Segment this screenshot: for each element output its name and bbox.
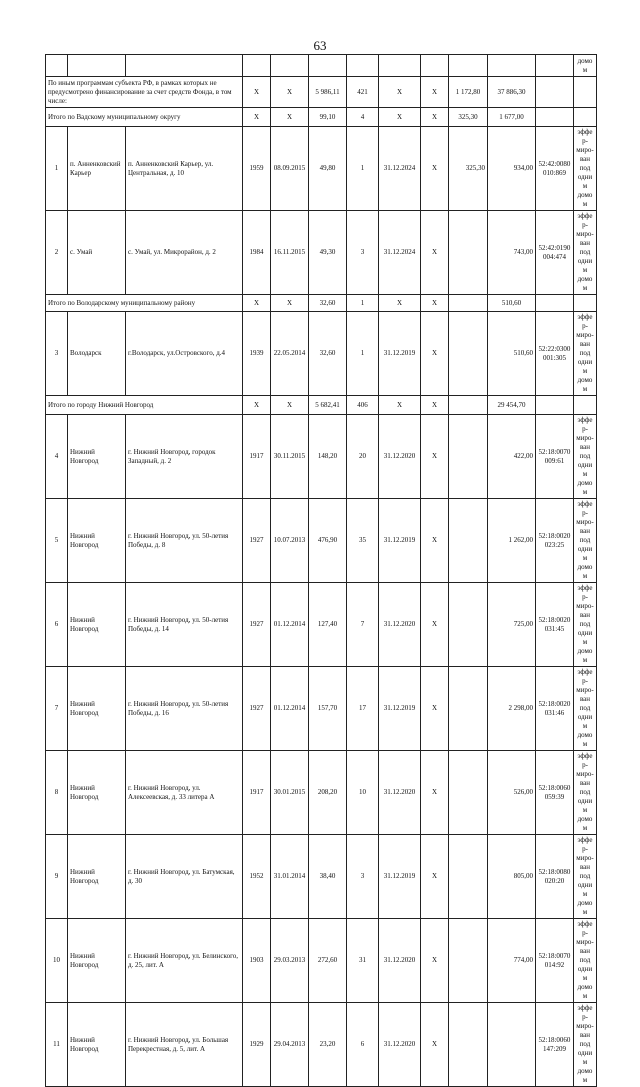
residents-cell: 10 bbox=[347, 751, 379, 835]
date-cell: 29.04.2013 bbox=[271, 1003, 309, 1087]
continuation-cell bbox=[347, 55, 379, 77]
address-cell: п. Анненковский Карьер, ул. Центральная, д. 10 bbox=[126, 127, 243, 211]
date-cell: 30.01.2015 bbox=[271, 751, 309, 835]
address-cell: г. Нижний Новгород, ул. 50-летия Победы, д. 16 bbox=[126, 667, 243, 751]
plan-date-cell: 31.12.2020 bbox=[379, 1003, 421, 1087]
area-cell: 272,60 bbox=[309, 919, 347, 1003]
continuation-cell bbox=[536, 55, 574, 77]
col10-cell: 510,60 bbox=[488, 312, 536, 396]
locality-cell: Нижний Новгород bbox=[68, 1003, 126, 1087]
residents-cell: 1 bbox=[347, 295, 379, 312]
continuation-cell bbox=[46, 55, 68, 77]
col10-cell: 1 262,00 bbox=[488, 499, 536, 583]
col8-cell: X bbox=[421, 751, 449, 835]
year-cell: 1917 bbox=[243, 751, 271, 835]
locality-cell: Нижний Новгород bbox=[68, 667, 126, 751]
residents-cell: 3 bbox=[347, 835, 379, 919]
continuation-row bbox=[46, 55, 597, 77]
residents-cell: 1 bbox=[347, 127, 379, 211]
year-cell: 1984 bbox=[243, 211, 271, 295]
continuation-cell bbox=[488, 55, 536, 77]
continuation-cell bbox=[421, 55, 449, 77]
area-cell: 23,20 bbox=[309, 1003, 347, 1087]
row-number: 4 bbox=[46, 415, 68, 499]
summary-label: Итого по Вадскому муниципальному округу bbox=[46, 108, 243, 127]
locality-cell: Нижний Новгород bbox=[68, 415, 126, 499]
col10-cell: 743,00 bbox=[488, 211, 536, 295]
date-cell: X bbox=[271, 396, 309, 415]
note-cell: эффер- миро- ван под одним домом bbox=[574, 211, 597, 295]
table-row bbox=[46, 835, 597, 919]
note-cell: эффер- миро- ван под одним домом bbox=[574, 583, 597, 667]
col8-cell: X bbox=[421, 77, 449, 108]
col8-cell: X bbox=[421, 919, 449, 1003]
year-cell: 1952 bbox=[243, 835, 271, 919]
area-cell: 127,40 bbox=[309, 583, 347, 667]
note-cell bbox=[574, 295, 597, 312]
col9-cell bbox=[449, 835, 488, 919]
plan-date-cell: X bbox=[379, 396, 421, 415]
table-row bbox=[46, 1003, 597, 1087]
residents-cell: 6 bbox=[347, 1003, 379, 1087]
year-cell: X bbox=[243, 77, 271, 108]
year-cell: 1903 bbox=[243, 919, 271, 1003]
area-cell: 38,40 bbox=[309, 835, 347, 919]
table-row bbox=[46, 415, 597, 499]
row-number: 10 bbox=[46, 919, 68, 1003]
table-row bbox=[46, 312, 597, 396]
note-cell bbox=[574, 108, 597, 127]
year-cell: X bbox=[243, 396, 271, 415]
address-cell: г. Нижний Новгород, городок Западный, д. 2 bbox=[126, 415, 243, 499]
col10-cell: 1 677,00 bbox=[488, 108, 536, 127]
area-cell: 32,60 bbox=[309, 295, 347, 312]
year-cell: 1927 bbox=[243, 667, 271, 751]
table-row bbox=[46, 211, 597, 295]
plan-date-cell: X bbox=[379, 295, 421, 312]
note-cell: эффер- миро- ван под одним домом bbox=[574, 919, 597, 1003]
area-cell: 5 986,11 bbox=[309, 77, 347, 108]
summary-label: По иным программам субъекта РФ, в рамках которых не предусмотрено финансирование за счет средств Фонда, в том числе: bbox=[46, 77, 243, 108]
address-cell: г. Нижний Новгород, ул. 50-летия Победы, д. 14 bbox=[126, 583, 243, 667]
locality-cell: Нижний Новгород bbox=[68, 835, 126, 919]
date-cell: X bbox=[271, 108, 309, 127]
cadastral-cell bbox=[536, 396, 574, 415]
year-cell: 1927 bbox=[243, 583, 271, 667]
col9-cell bbox=[449, 415, 488, 499]
col10-cell: 2 298,00 bbox=[488, 667, 536, 751]
summary-row bbox=[46, 396, 597, 415]
continuation-cell bbox=[68, 55, 126, 77]
plan-date-cell: 31.12.2019 bbox=[379, 499, 421, 583]
col10-cell: 422,00 bbox=[488, 415, 536, 499]
residents-cell: 17 bbox=[347, 667, 379, 751]
table-row bbox=[46, 919, 597, 1003]
row-number: 1 bbox=[46, 127, 68, 211]
area-cell: 157,70 bbox=[309, 667, 347, 751]
col8-cell: X bbox=[421, 583, 449, 667]
residents-cell: 1 bbox=[347, 312, 379, 396]
col9-cell bbox=[449, 312, 488, 396]
page-number: 63 bbox=[313, 38, 327, 53]
locality-cell: Нижний Новгород bbox=[68, 583, 126, 667]
year-cell: 1959 bbox=[243, 127, 271, 211]
date-cell: X bbox=[271, 295, 309, 312]
address-cell: г. Нижний Новгород, ул. Белинского, д. 25, лит. А bbox=[126, 919, 243, 1003]
residents-cell: 3 bbox=[347, 211, 379, 295]
plan-date-cell: 31.12.2024 bbox=[379, 127, 421, 211]
col8-cell: X bbox=[421, 415, 449, 499]
cadastral-cell: 52:42:0080010:869 bbox=[536, 127, 574, 211]
continuation-cell: домом bbox=[574, 55, 597, 77]
col9-cell bbox=[449, 211, 488, 295]
year-cell: X bbox=[243, 108, 271, 127]
year-cell: 1917 bbox=[243, 415, 271, 499]
address-cell: г. Нижний Новгород, ул. 50-летия Победы, д. 8 bbox=[126, 499, 243, 583]
note-cell: эффер- миро- ван под одним домом bbox=[574, 127, 597, 211]
col8-cell: X bbox=[421, 127, 449, 211]
address-cell: г. Нижний Новгород, ул. Батумская, д. 30 bbox=[126, 835, 243, 919]
date-cell: 08.09.2015 bbox=[271, 127, 309, 211]
date-cell: 30.11.2015 bbox=[271, 415, 309, 499]
col10-cell: 805,00 bbox=[488, 835, 536, 919]
continuation-cell bbox=[309, 55, 347, 77]
date-cell: 01.12.2014 bbox=[271, 583, 309, 667]
col9-cell bbox=[449, 396, 488, 415]
row-number: 9 bbox=[46, 835, 68, 919]
year-cell: X bbox=[243, 295, 271, 312]
continuation-cell bbox=[271, 55, 309, 77]
residents-cell: 4 bbox=[347, 108, 379, 127]
col9-cell bbox=[449, 667, 488, 751]
plan-date-cell: 31.12.2020 bbox=[379, 919, 421, 1003]
continuation-cell bbox=[379, 55, 421, 77]
note-cell: эффер- миро- ван под одним домом bbox=[574, 667, 597, 751]
col10-cell: 526,00 bbox=[488, 751, 536, 835]
area-cell: 49,80 bbox=[309, 127, 347, 211]
plan-date-cell: 31.12.2019 bbox=[379, 667, 421, 751]
date-cell: 31.01.2014 bbox=[271, 835, 309, 919]
row-number: 3 bbox=[46, 312, 68, 396]
col10-cell: 774,00 bbox=[488, 919, 536, 1003]
col10-cell: 934,00 bbox=[488, 127, 536, 211]
col9-cell bbox=[449, 295, 488, 312]
note-cell: эффер- миро- ван под одним домом bbox=[574, 1003, 597, 1087]
address-cell: г. Нижний Новгород, ул. Большая Перекрестная, д. 5, лит. А bbox=[126, 1003, 243, 1087]
col8-cell: X bbox=[421, 396, 449, 415]
summary-row bbox=[46, 77, 597, 108]
plan-date-cell: X bbox=[379, 77, 421, 108]
residents-cell: 7 bbox=[347, 583, 379, 667]
col8-cell: X bbox=[421, 1003, 449, 1087]
table-row bbox=[46, 751, 597, 835]
continuation-cell bbox=[126, 55, 243, 77]
col10-cell: 29 454,70 bbox=[488, 396, 536, 415]
plan-date-cell: 31.12.2020 bbox=[379, 415, 421, 499]
locality-cell: Нижний Новгород bbox=[68, 919, 126, 1003]
col10-cell: 510,60 bbox=[488, 295, 536, 312]
residents-cell: 421 bbox=[347, 77, 379, 108]
cadastral-cell: 52:22:0300001:305 bbox=[536, 312, 574, 396]
year-cell: 1939 bbox=[243, 312, 271, 396]
locality-cell: п. Анненковский Карьер bbox=[68, 127, 126, 211]
area-cell: 5 682,41 bbox=[309, 396, 347, 415]
col8-cell: X bbox=[421, 667, 449, 751]
residents-cell: 31 bbox=[347, 919, 379, 1003]
plan-date-cell: 31.12.2020 bbox=[379, 751, 421, 835]
col10-cell bbox=[488, 1003, 536, 1087]
address-cell: с. Умай, ул. Микрорайон, д. 2 bbox=[126, 211, 243, 295]
summary-label: Итого по городу Нижний Новгород bbox=[46, 396, 243, 415]
date-cell: 10.07.2013 bbox=[271, 499, 309, 583]
summary-label: Итого по Володарскому муниципальному району bbox=[46, 295, 243, 312]
plan-date-cell: 31.12.2024 bbox=[379, 211, 421, 295]
table-row bbox=[46, 127, 597, 211]
area-cell: 99,10 bbox=[309, 108, 347, 127]
cadastral-cell: 52:18:0060059:39 bbox=[536, 751, 574, 835]
cadastral-cell bbox=[536, 77, 574, 108]
residents-cell: 35 bbox=[347, 499, 379, 583]
col9-cell: 325,30 bbox=[449, 127, 488, 211]
area-cell: 476,90 bbox=[309, 499, 347, 583]
col9-cell bbox=[449, 1003, 488, 1087]
col9-cell bbox=[449, 751, 488, 835]
summary-row bbox=[46, 295, 597, 312]
col8-cell: X bbox=[421, 108, 449, 127]
address-cell: г. Нижний Новгород, ул. Алексеевская, д. 33 литера А bbox=[126, 751, 243, 835]
note-cell: эффер- миро- ван под одним домом bbox=[574, 312, 597, 396]
row-number: 2 bbox=[46, 211, 68, 295]
col9-cell bbox=[449, 583, 488, 667]
cadastral-cell: 52:18:0020023:25 bbox=[536, 499, 574, 583]
col8-cell: X bbox=[421, 312, 449, 396]
col10-cell: 725,00 bbox=[488, 583, 536, 667]
housing-register-table bbox=[45, 54, 597, 1087]
address-cell: г.Володарск, ул.Островского, д.4 bbox=[126, 312, 243, 396]
plan-date-cell: 31.12.2020 bbox=[379, 583, 421, 667]
note-cell: эффер- миро- ван под одним домом bbox=[574, 415, 597, 499]
plan-date-cell: 31.12.2019 bbox=[379, 312, 421, 396]
row-number: 6 bbox=[46, 583, 68, 667]
locality-cell: Нижний Новгород bbox=[68, 751, 126, 835]
locality-cell: с. Умай bbox=[68, 211, 126, 295]
cadastral-cell: 52:18:0020031:46 bbox=[536, 667, 574, 751]
locality-cell: Володарск bbox=[68, 312, 126, 396]
locality-cell: Нижний Новгород bbox=[68, 499, 126, 583]
col9-cell: 325,30 bbox=[449, 108, 488, 127]
col9-cell bbox=[449, 919, 488, 1003]
note-cell: эффер- миро- ван под одним домом bbox=[574, 751, 597, 835]
year-cell: 1927 bbox=[243, 499, 271, 583]
col9-cell bbox=[449, 499, 488, 583]
row-number: 11 bbox=[46, 1003, 68, 1087]
plan-date-cell: 31.12.2019 bbox=[379, 835, 421, 919]
date-cell: 01.12.2014 bbox=[271, 667, 309, 751]
col8-cell: X bbox=[421, 211, 449, 295]
residents-cell: 20 bbox=[347, 415, 379, 499]
area-cell: 208,20 bbox=[309, 751, 347, 835]
cadastral-cell: 52:18:0070009:61 bbox=[536, 415, 574, 499]
cadastral-cell: 52:42:0190004:474 bbox=[536, 211, 574, 295]
cadastral-cell: 52:18:0080020:20 bbox=[536, 835, 574, 919]
table-row bbox=[46, 583, 597, 667]
area-cell: 49,30 bbox=[309, 211, 347, 295]
cadastral-cell: 52:18:0060147:209 bbox=[536, 1003, 574, 1087]
date-cell: 16.11.2015 bbox=[271, 211, 309, 295]
col10-cell: 37 886,30 bbox=[488, 77, 536, 108]
date-cell: 29.03.2013 bbox=[271, 919, 309, 1003]
date-cell: X bbox=[271, 77, 309, 108]
continuation-cell bbox=[243, 55, 271, 77]
table-row bbox=[46, 499, 597, 583]
continuation-cell bbox=[449, 55, 488, 77]
note-cell: эффер- миро- ван под одним домом bbox=[574, 499, 597, 583]
note-cell: эффер- миро- ван под одним домом bbox=[574, 835, 597, 919]
summary-row bbox=[46, 108, 597, 127]
plan-date-cell: X bbox=[379, 108, 421, 127]
row-number: 7 bbox=[46, 667, 68, 751]
date-cell: 22.05.2014 bbox=[271, 312, 309, 396]
area-cell: 32,60 bbox=[309, 312, 347, 396]
row-number: 5 bbox=[46, 499, 68, 583]
table-row bbox=[46, 667, 597, 751]
col8-cell: X bbox=[421, 835, 449, 919]
cadastral-cell bbox=[536, 295, 574, 312]
col8-cell: X bbox=[421, 295, 449, 312]
residents-cell: 406 bbox=[347, 396, 379, 415]
year-cell: 1929 bbox=[243, 1003, 271, 1087]
cadastral-cell: 52:18:0020031:45 bbox=[536, 583, 574, 667]
note-cell bbox=[574, 396, 597, 415]
col8-cell: X bbox=[421, 499, 449, 583]
col9-cell: 1 172,80 bbox=[449, 77, 488, 108]
note-cell bbox=[574, 77, 597, 108]
cadastral-cell bbox=[536, 108, 574, 127]
area-cell: 148,20 bbox=[309, 415, 347, 499]
cadastral-cell: 52:18:0070014:92 bbox=[536, 919, 574, 1003]
row-number: 8 bbox=[46, 751, 68, 835]
